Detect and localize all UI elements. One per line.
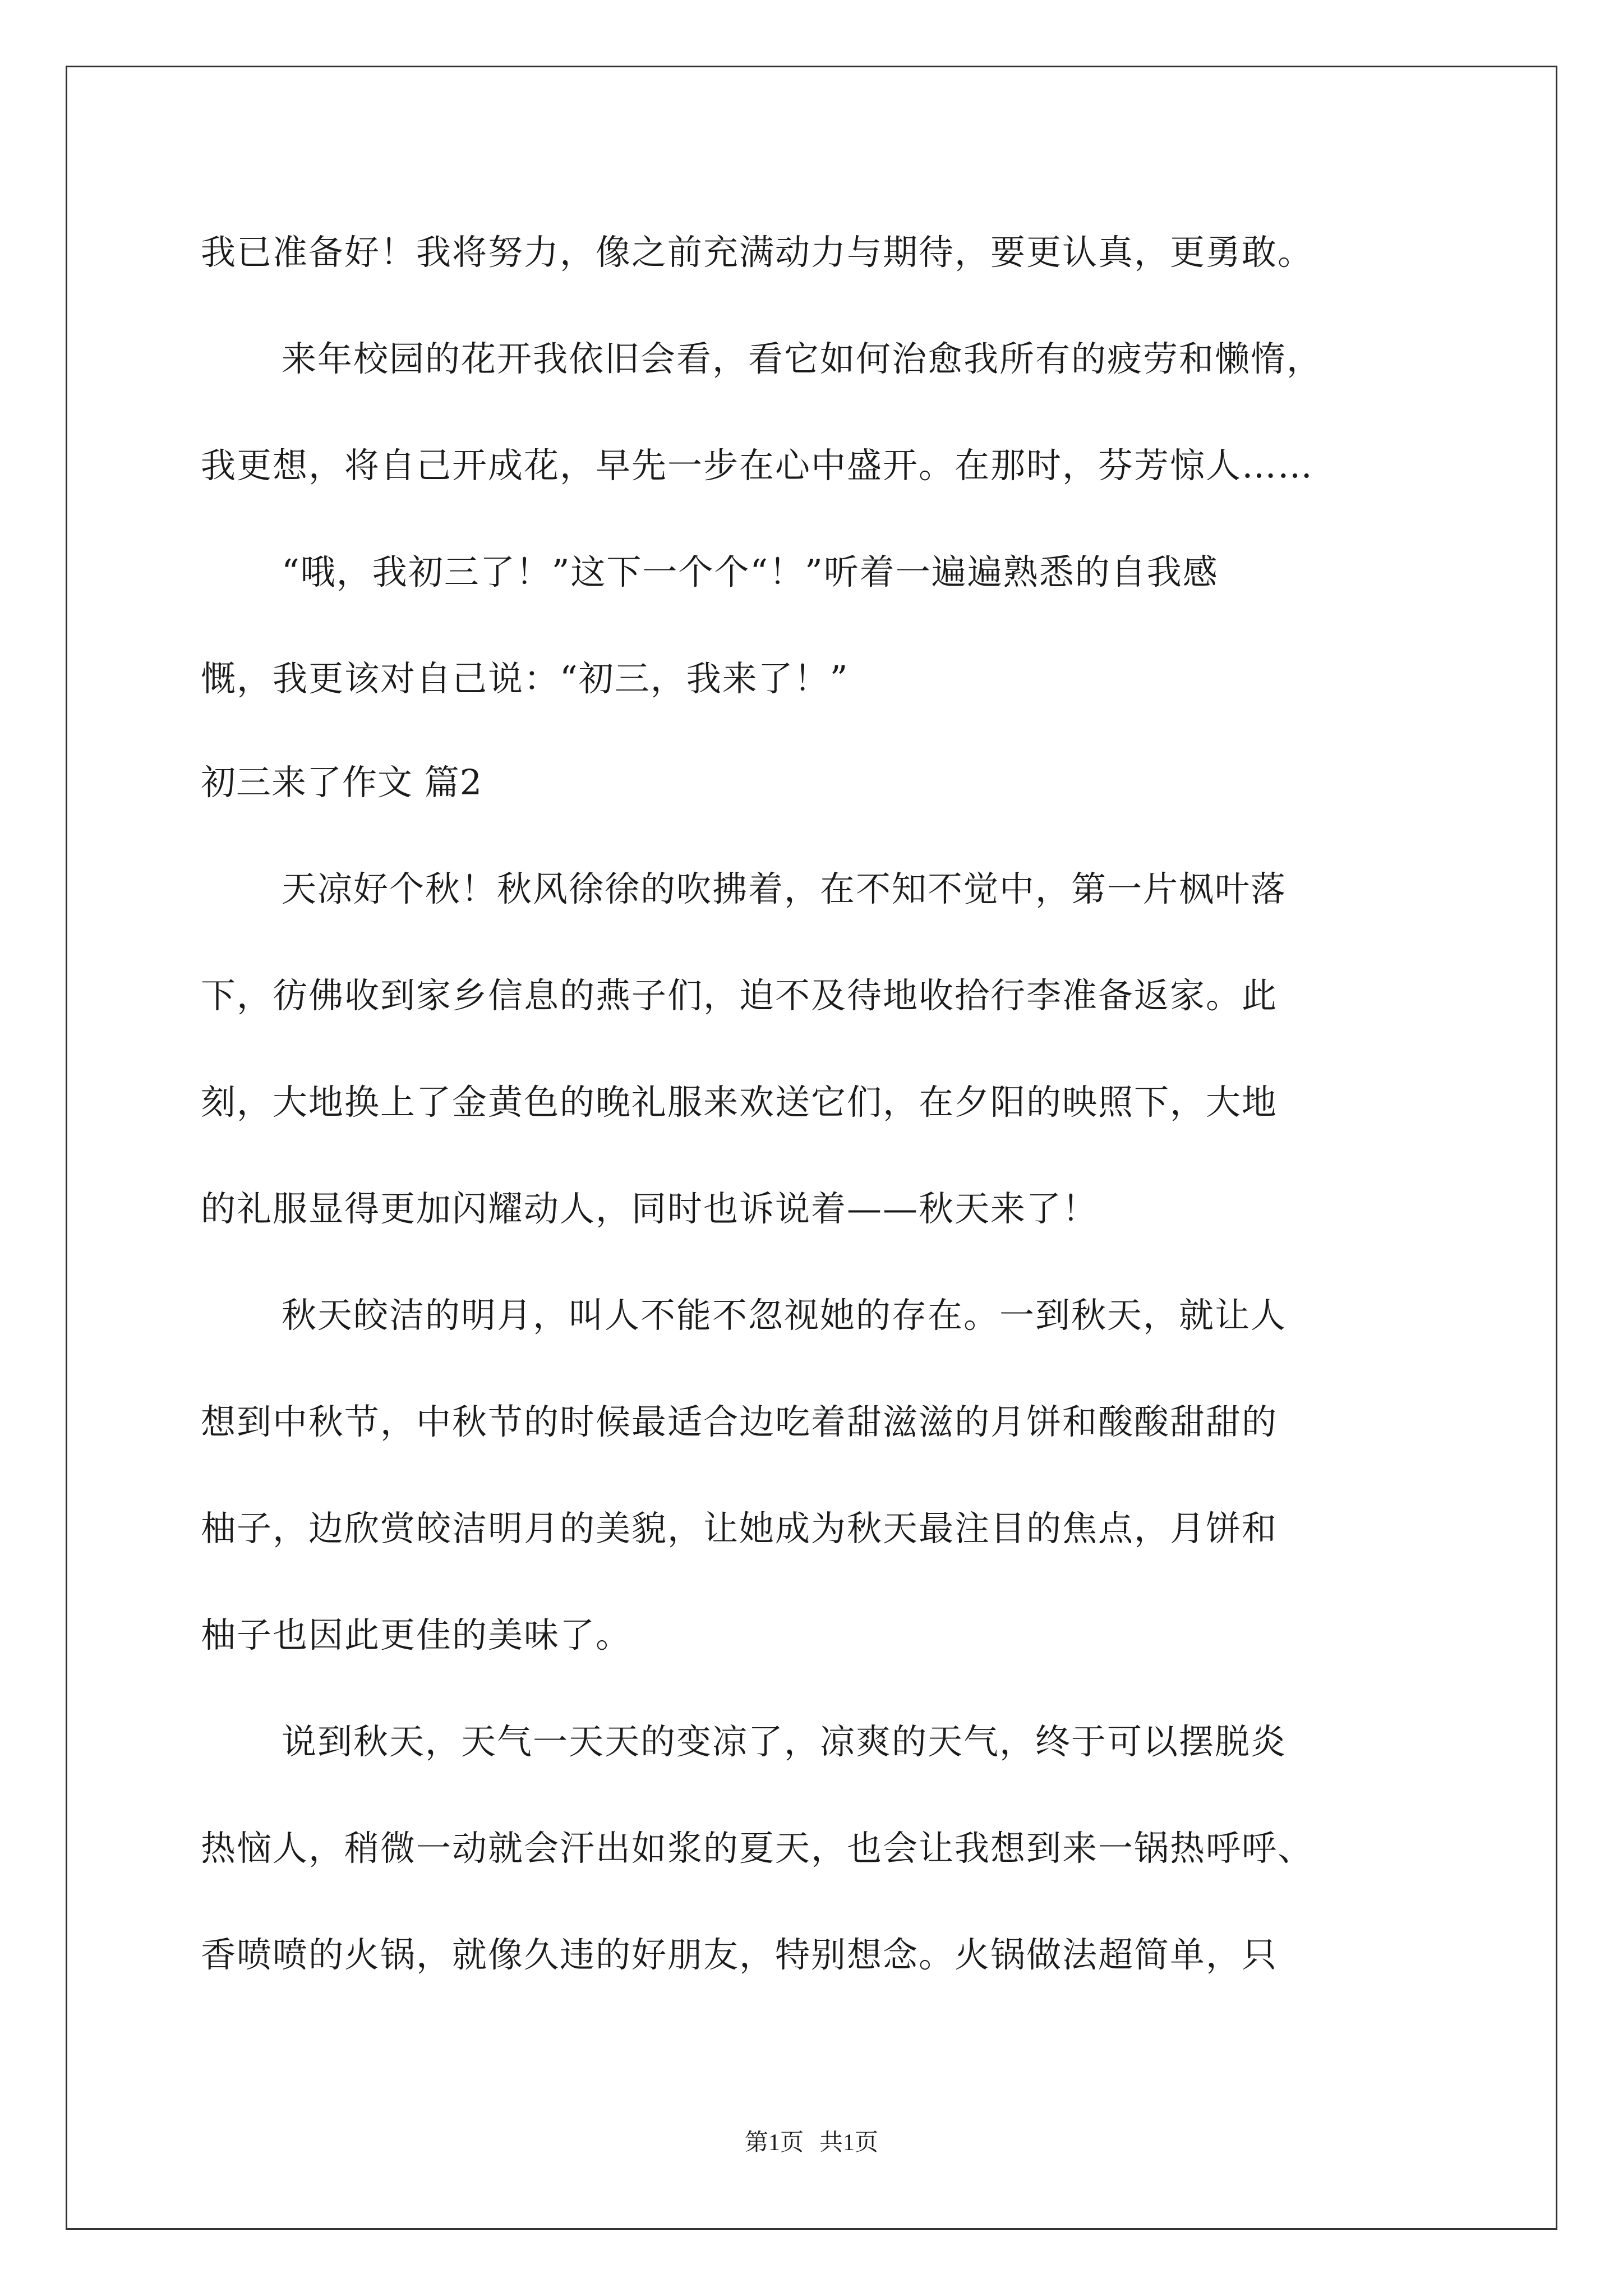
text-line: 柚子，边欣赏皎洁明月的美貌，让她成为秋天最注目的焦点，月饼和 — [201, 1508, 1278, 1549]
page-border — [66, 66, 1557, 2230]
text-line: 想到中秋节，中秋节的时候最适合边吃着甜滋滋的月饼和酸酸甜甜的 — [201, 1401, 1278, 1442]
page-number-current: 第1页 — [744, 2130, 804, 2156]
page-footer — [0, 2129, 1623, 2157]
text-line: 热恼人，稍微一动就会汗出如浆的夏天，也会让我想到来一锅热呼呼、 — [201, 1828, 1314, 1869]
text-line: 香喷喷的火锅，就像久违的好朋友，特别想念。火锅做法超简单，只 — [201, 1934, 1278, 1975]
paragraph-first-line: 秋天皎洁的明月，叫人不能不忽视她的存在。一到秋天，就让人 — [282, 1295, 1287, 1336]
text-line: 我更想，将自己开成花，早先一步在心中盛开。在那时，芬芳惊人…… — [201, 445, 1314, 486]
text-line: 柚子也因此更佳的美味了。 — [201, 1614, 632, 1655]
section-heading: 初三来了作文 篇2 — [201, 762, 483, 803]
paragraph-first-line: 天凉好个秋！秋风徐徐的吹拂着，在不知不觉中，第一片枫叶落 — [282, 868, 1287, 909]
text-line: 我已准备好！我将努力，像之前充满动力与期待，要更认真，更勇敢。 — [201, 232, 1314, 273]
paragraph-first-line: 来年校园的花开我依旧会看，看它如何治愈我所有的疲劳和懒惰， — [282, 338, 1323, 379]
paragraph-first-line: “哦，我初三了！”这下一个个“！”听着一遍遍熟悉的自我感 — [282, 551, 1219, 592]
text-line: 刻，大地换上了金黄色的晚礼服来欢送它们，在夕阳的映照下，大地 — [201, 1082, 1278, 1122]
text-line: 的礼服显得更加闪耀动人，同时也诉说着——秋天来了！ — [201, 1188, 1099, 1229]
text-line: 慨，我更该对自己说：“初三，我来了！” — [201, 658, 849, 699]
text-line: 下，彷佛收到家乡信息的燕子们，迫不及待地收拾行李准备返家。此 — [201, 975, 1278, 1016]
paragraph-first-line: 说到秋天，天气一天天的变凉了，凉爽的天气，终于可以摆脱炎 — [282, 1721, 1287, 1762]
page-number-total: 共1页 — [819, 2130, 879, 2156]
